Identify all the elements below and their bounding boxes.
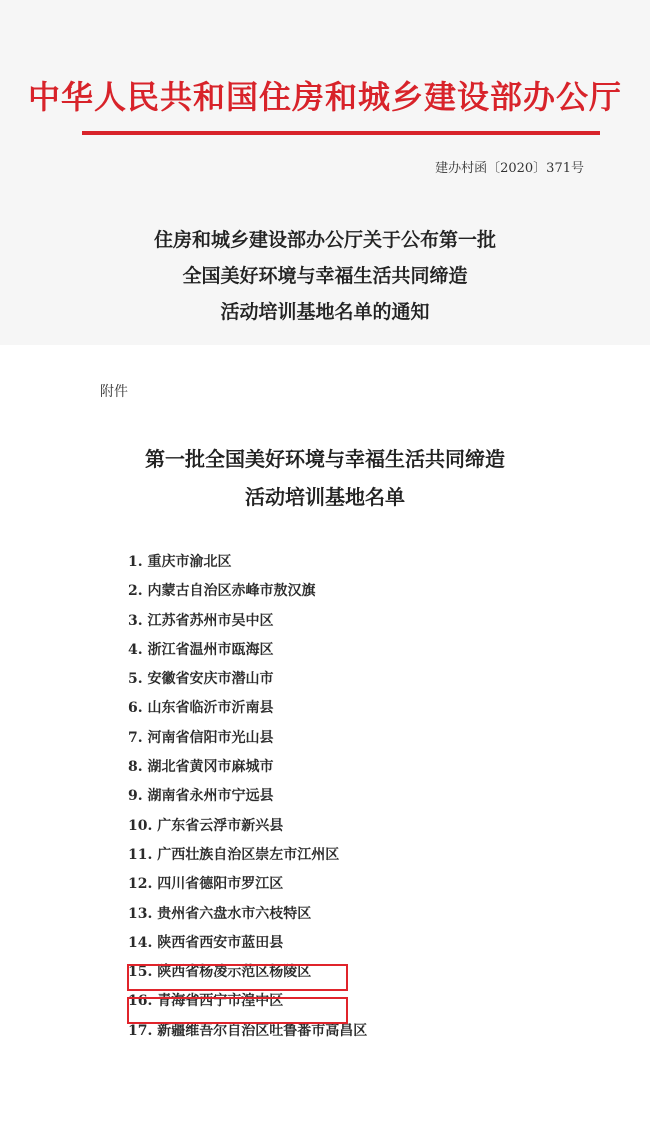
list-title [0,440,650,516]
list-title-line-1: 第一批全国美好环境与幸福生活共同缔造 [145,447,505,471]
list-item: 7. 河南省信阳市光山县 [128,729,274,746]
highlight-box-item-14 [127,964,348,991]
list-item: 5. 安徽省安庆市潜山市 [128,671,274,688]
list-item: 13. 贵州省六盘水市六枝特区 [128,905,312,922]
list-item: 1. 重庆市渝北区 [128,554,232,570]
list-item: 10. 广东省云浮市新兴县 [128,817,284,834]
list-item: 3. 江苏省苏州市吴中区 [128,612,274,629]
document-number: 建办村函〔2020〕371号 [435,161,584,176]
highlight-box-item-15 [127,997,348,1024]
letterhead-red-rule [82,131,600,135]
list-item-highlighted: 15. 陕西省杨凌示范区杨陵区 [128,964,312,981]
attachment-label: 附件 [100,384,128,400]
letterhead-title: 中华人民共和国住房和城乡建设部办公厅 [27,78,622,116]
list-item: 2. 内蒙古自治区赤峰市敖汉旗 [128,583,316,600]
list-item-highlighted: 14. 陕西省西安市蓝田县 [128,934,284,951]
list-item: 17. 新疆维吾尔自治区吐鲁番市高昌区 [128,1022,368,1039]
notice-title-line-2: 全国美好环境与幸福生活共同缔造 [182,265,468,287]
list-item: 6. 山东省临沂市沂南县 [128,700,274,717]
list-item: 16. 青海省西宁市湟中区 [128,993,284,1010]
notice-title-line-3: 活动培训基地名单的通知 [220,301,430,323]
list-item: 4. 浙江省温州市瓯海区 [128,641,274,658]
list-item: 9. 湖南省永州市宁远县 [128,788,274,805]
list-item: 12. 四川省德阳市罗江区 [128,876,284,893]
notice-title [0,222,650,330]
list-item: 11. 广西壮族自治区崇左市江州区 [128,846,340,863]
notice-title-line-1: 住房和城乡建设部办公厅关于公布第一批 [153,229,496,251]
list-title-line-2: 活动培训基地名单 [245,485,405,509]
list-item: 8. 湖北省黄冈市麻城市 [128,759,274,776]
